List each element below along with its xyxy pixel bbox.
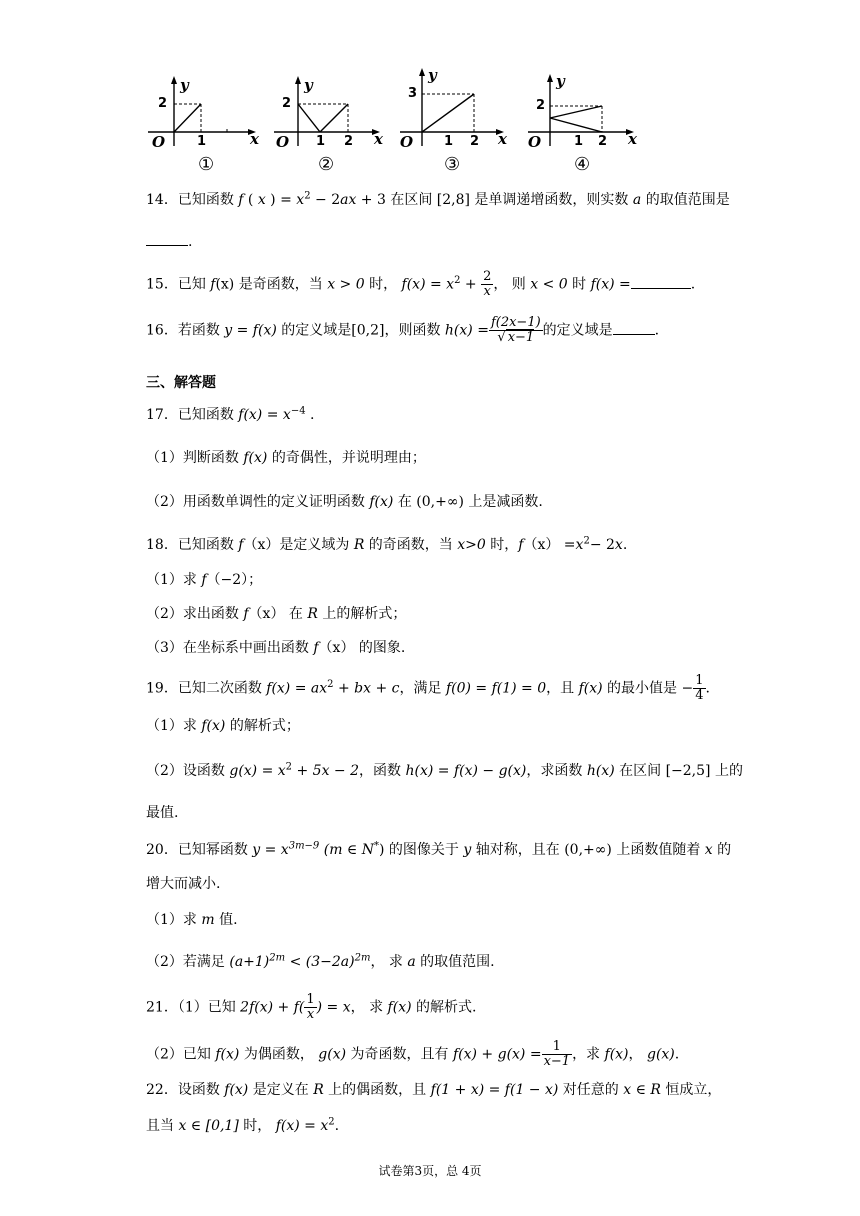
question-20: [146, 840, 746, 860]
q17-p1-f: f: [243, 450, 249, 466]
q15-fraction: [481, 270, 493, 299]
graph-2-caption: ②: [318, 154, 335, 175]
graph-4-tick-x2: 2: [598, 134, 608, 149]
q22-text4: 对任意的: [558, 1082, 624, 1098]
q20-exp2: 2m: [354, 952, 371, 964]
q17-p2: （2）用函数单调性的定义证明函数: [146, 494, 370, 510]
q18-p3-rest: （x） 的图象.: [318, 640, 406, 656]
q20-cont: 增大而减小.: [146, 876, 221, 892]
q21-text: 21．（1）已知: [146, 999, 241, 1016]
q16-text: 16．若函数: [146, 322, 225, 339]
q21-num: 1: [306, 992, 315, 1007]
q19-p2-g2: + 5x − 2: [292, 763, 360, 779]
q17-p2-f: f: [369, 494, 375, 510]
question-18-part2: [146, 604, 746, 624]
question-17: [146, 405, 746, 425]
q18-p3-f: f: [313, 640, 319, 656]
graph-4-origin: O: [528, 133, 542, 151]
question-21-part2: [146, 1040, 746, 1069]
q17-p2-rest: 在 (0,+∞) 上是减函数.: [393, 494, 543, 510]
q14-f: f: [238, 192, 244, 208]
q16-text3: 的定义域是: [542, 322, 613, 339]
q15-tail: .: [690, 276, 696, 293]
question-14-blank: [146, 232, 746, 252]
graph-1-caption: ①: [198, 154, 215, 175]
question-19-part2-cont: [146, 803, 746, 823]
graph-2: [268, 62, 388, 180]
q21-p2-fx: f(x): [604, 1046, 629, 1063]
q14-paren: (: [243, 192, 258, 208]
q17-exp: −4: [290, 405, 306, 417]
q17-eq: (x) = x: [243, 407, 291, 423]
q21-p2-g: g(x): [318, 1046, 347, 1063]
q18-p1-rest: （−2）；: [206, 572, 263, 588]
q14-a: a: [632, 192, 642, 208]
q14-text2: + 3 在区间 [2,8] 是单调递增函数，则实数: [356, 192, 633, 208]
q18-p1-f: f: [201, 572, 207, 588]
graph-3-xlabel: x: [498, 130, 507, 148]
q19-p2-text2: ，求函数: [526, 763, 587, 779]
graph-3-origin: O: [400, 133, 414, 151]
q20-p2-rest: 的取值范围.: [415, 954, 495, 970]
question-18-part3: [146, 638, 746, 658]
q21-fraction: [304, 993, 316, 1022]
q14-text3: 的取值范围是: [641, 192, 730, 208]
q22-p2-cond: x ∈ [0,1]: [178, 1118, 239, 1134]
q19-text: 19．已知二次函数: [146, 680, 267, 697]
graph-3-ylabel: y: [428, 66, 437, 84]
question-20-cont: [146, 874, 746, 894]
q15-text2: 是奇函数，当: [234, 276, 328, 293]
question-17-part2: [146, 492, 746, 512]
q16-y: y = f(x): [224, 322, 277, 339]
q22-text: 22．设函数: [146, 1082, 225, 1098]
q14-answer-blank[interactable]: [146, 245, 188, 246]
graph-1-ylabel: y: [180, 76, 189, 94]
q18-p3: （3）在坐标系中画出函数: [146, 640, 314, 656]
q16-answer-blank[interactable]: [613, 334, 655, 335]
graph-2-tick-x1: 1: [316, 134, 326, 149]
q21-p2-sum: f(x) + g(x) =: [452, 1046, 542, 1063]
q15-text5: 时: [567, 276, 591, 293]
q19-expr: f(x) = ax: [266, 680, 328, 697]
q21-text3: 的解析式.: [411, 999, 477, 1016]
graph-4-ylabel: y: [556, 72, 565, 90]
q18-f2: f: [518, 537, 524, 553]
q21-p2-text3: ，求: [572, 1046, 605, 1063]
q15-fx: f(x) =: [590, 276, 631, 293]
q20-p2-text: ， 求: [370, 954, 408, 970]
function-graphs: [140, 62, 660, 180]
q20-rhs: (3−2a): [305, 954, 355, 970]
q19-p2-hx: h(x): [586, 763, 615, 779]
q22-eq: f(1 + x) = f(1 − x): [430, 1082, 559, 1098]
q21-p2: （2）已知: [146, 1046, 216, 1063]
graph-4-tick-x1: 1: [574, 134, 584, 149]
graph-2-origin: O: [276, 133, 290, 151]
q22-cond: x ∈ R: [623, 1082, 661, 1098]
q15-text4: ， 则: [493, 276, 531, 293]
question-19: 19．已知二次函数 $f(x) = ax^2$ + bx + c，满足 f(0) = f(1) = 0，且 f(x) 的最小值是 − $\frac{1}{4}$ .: [146, 673, 710, 703]
question-14: 14．已知函数 f ( x ) = $x^2 - 2ax + 3$ 在区间 [2,8] 是单调递增函数，则实数 a 的取值范围是: [146, 190, 730, 208]
q20-text4: 的: [712, 842, 732, 858]
question-21: [146, 993, 746, 1022]
graph-2-tick-y: 2: [282, 96, 292, 111]
q22-text3: 上的偶函数，且: [323, 1082, 431, 1098]
section-heading: 三、解答题: [146, 375, 216, 391]
q15-den: x: [483, 284, 491, 299]
q19-cond: f(0) = f(1) = 0: [445, 680, 547, 697]
q20-yaxis: y: [463, 842, 472, 858]
q18-text4: 时，: [485, 537, 519, 553]
q14-x2: x: [296, 192, 305, 208]
graph-4-caption: ④: [574, 154, 591, 175]
q15-expr: f(x) = x: [401, 276, 455, 293]
question-16: [146, 316, 746, 345]
q20-y: y = x: [252, 842, 289, 858]
q18-p2-rest: （x） 在: [248, 606, 308, 622]
graph-3: [396, 62, 516, 180]
q18-p2-rest2: 上的解析式；: [317, 606, 407, 622]
q18-text2: （x）是定义域为: [243, 537, 354, 553]
q19-neg: −: [681, 680, 694, 697]
q20-a: a: [407, 954, 416, 970]
q18-p2: （2）求出函数: [146, 606, 244, 622]
question-22-cont: [146, 1116, 746, 1136]
q22-p2-dot: .: [334, 1118, 340, 1134]
q18-p1: （1）求: [146, 572, 202, 588]
graph-1-xlabel: x: [250, 130, 259, 148]
q21-p2-comma: ，: [628, 1046, 647, 1063]
q21-expr: 2f(x) + f(: [240, 999, 305, 1016]
q20-text2: ) 的图像关于: [379, 842, 464, 858]
q20-text3: 轴对称，且在 (0,+∞) 上函数值随着: [471, 842, 705, 858]
graph-1-origin: O: [152, 133, 166, 151]
q16-fraction: [489, 316, 543, 345]
q18-text: 18．已知函数: [146, 537, 239, 553]
q19-expr2: + bx + c: [333, 680, 400, 697]
q14-eq: ) =: [265, 192, 297, 208]
q14-ax: ax: [340, 192, 357, 208]
q19-p2-text: ，函数: [359, 763, 406, 779]
q18-x: x: [614, 537, 623, 553]
q16-den-wrap: √ x−1: [497, 330, 535, 345]
q15-f: f: [210, 276, 216, 293]
q21-expr2: ) = x: [316, 999, 351, 1016]
q21-p2-text: 为偶函数，: [239, 1046, 319, 1063]
q19-p2-text3: 在区间 [−2,5] 上的: [614, 763, 743, 779]
q17-p1-rest: 的奇偶性，并说明理由；: [267, 450, 426, 466]
q21-p2-dot: .: [674, 1046, 680, 1063]
q21-den: x: [306, 1007, 315, 1022]
q21-den2: x−1: [543, 1054, 571, 1069]
question-18: 18．已知函数 f（x）是定义域为 R 的奇函数，当 x>0 时，$f(x) =x^2- 2x$.: [146, 535, 628, 553]
page-footer: 试卷第3页，总 4页: [378, 1164, 482, 1178]
q17-text: 17．已知函数: [146, 407, 239, 423]
q20-p1: （1）求: [146, 912, 202, 928]
q20-cond: (m ∈ N: [319, 842, 374, 858]
q15-answer-blank[interactable]: [631, 288, 691, 289]
q18-text3: 的奇函数，当: [364, 537, 458, 553]
q21-fraction2: [542, 1040, 573, 1069]
q22-exp: 2: [328, 1116, 335, 1128]
question-19-part1: [146, 716, 746, 736]
q20-x: x: [704, 842, 713, 858]
q19-num: 1: [695, 673, 704, 688]
q20-m: m: [201, 912, 215, 928]
graph-1-tick-x: 1: [197, 134, 207, 149]
q21-num2: 1: [542, 1040, 573, 1055]
graph-3-caption: ③: [444, 154, 461, 175]
graph-2-ylabel: y: [304, 76, 313, 94]
q19-p1-fx: f(x): [201, 718, 226, 734]
question-18-part1: [146, 570, 746, 590]
q19-fx: f(x): [578, 680, 603, 697]
q21-p2-f: f(x): [215, 1046, 240, 1063]
q15-x: (x): [215, 276, 235, 293]
q19-p1-rest: 的解析式；: [225, 718, 300, 734]
question-19-part2: （2）设函数 $g(x) = x^2 + 5x - 2$，函数 h(x) = f(x) − g(x)，求函数 h(x) 在区间 [−2,5] 上的: [146, 761, 743, 779]
q15-cond2: x < 0: [530, 276, 568, 293]
q14-minus: − 2: [310, 192, 341, 208]
q20-star: *: [374, 840, 379, 852]
q18-cond: x>0: [457, 537, 486, 553]
question-22: [146, 1080, 746, 1100]
q18-text5: （x） =: [523, 537, 576, 553]
q18-p2-R: R: [307, 606, 318, 622]
question-20-part1: [146, 910, 746, 930]
q22-text5: 恒成立，: [660, 1082, 722, 1098]
q18-f: f: [238, 537, 244, 553]
q17-p1-x: (x): [248, 450, 268, 466]
question-20-part2: [146, 952, 746, 972]
graph-1-tick-y: 2: [158, 96, 168, 111]
q15-num: 2: [483, 269, 492, 284]
q17-f: f: [238, 407, 244, 423]
q17-p2-x: (x): [374, 494, 394, 510]
q22-p2-text: 时，: [238, 1118, 276, 1134]
q16-den: x−1: [507, 330, 535, 345]
q22-fx: f(x): [224, 1082, 249, 1098]
q20-p2: （2）若满足: [146, 954, 230, 970]
q15-text3: 时，: [364, 276, 402, 293]
q19-p2: （2）设函数: [146, 763, 230, 779]
graph-1: [140, 62, 260, 180]
q20-lhs: (a+1): [229, 954, 270, 970]
q19-tail: .: [705, 680, 710, 697]
question-15: 15．已知 f(x) 是奇函数，当 x > 0 时， $f(x) = x^2$ + $\frac{2}{x}$ ， 则 x < 0 时 f(x) = .: [146, 269, 696, 299]
q19-den: 4: [695, 688, 704, 703]
q14-tail: .: [188, 234, 193, 250]
q20-lt: <: [285, 954, 306, 970]
q21-p2-text2: 为奇函数，且有: [346, 1046, 453, 1063]
q22-R: R: [313, 1082, 324, 1098]
q20-exp1: 2m: [269, 952, 286, 964]
q17-dot: .: [305, 407, 315, 423]
q18-p2-f: f: [243, 606, 249, 622]
graph-4-tick-y: 2: [536, 98, 546, 113]
q20-exp: 3m−9: [288, 840, 320, 852]
q15-plus: +: [460, 276, 482, 293]
q22-text2: 是定义在: [248, 1082, 314, 1098]
q16-tail: .: [654, 322, 660, 339]
graph-3-tick-x1: 1: [444, 134, 454, 149]
q16-text2: 的定义域是[0,2]，则函数: [276, 322, 445, 339]
q22-p2-fx: f(x) = x: [275, 1118, 329, 1134]
q15-text: 15．已知: [146, 276, 211, 293]
graph-3-tick-x2: 2: [470, 134, 480, 149]
q16-h: h(x) =: [444, 322, 489, 339]
q18-minus: − 2: [589, 537, 615, 553]
q22-p2: 且当: [146, 1118, 179, 1134]
q19-p2-g: g(x) = x: [229, 763, 286, 779]
q19-p2-h: h(x) = f(x) − g(x): [405, 763, 527, 779]
q15-cond: x > 0: [327, 276, 365, 293]
q19-text4: 的最小值是: [602, 680, 682, 697]
graph-2-xlabel: x: [374, 130, 383, 148]
q14-text: 14．已知函数: [146, 192, 239, 208]
q19-p1: （1）求: [146, 718, 202, 734]
q20-text: 20．已知幂函数: [146, 842, 253, 858]
q16-num: f(2x−1): [490, 315, 541, 330]
q14-x: x: [257, 192, 266, 208]
question-17-part1: [146, 448, 746, 468]
graph-3-tick-y: 3: [408, 86, 418, 101]
q19-fraction: [693, 674, 705, 703]
q19-p2-cont: 最值.: [146, 805, 179, 821]
q19-text2: ，满足: [399, 680, 446, 697]
q21-text2: ， 求: [350, 999, 388, 1016]
q18-R: R: [353, 537, 365, 553]
q21-p2-gx: g(x): [646, 1046, 675, 1063]
q18-x2: x: [575, 537, 584, 553]
graph-4: [524, 62, 644, 180]
q21-fx: f(x): [387, 999, 412, 1016]
q17-p1: （1）判断函数: [146, 450, 244, 466]
q19-text3: ，且: [546, 680, 579, 697]
graph-4-xlabel: x: [628, 130, 637, 148]
q18-dot: .: [622, 537, 628, 553]
q20-p1-rest: 值.: [214, 912, 238, 928]
graph-2-tick-x2: 2: [344, 134, 354, 149]
